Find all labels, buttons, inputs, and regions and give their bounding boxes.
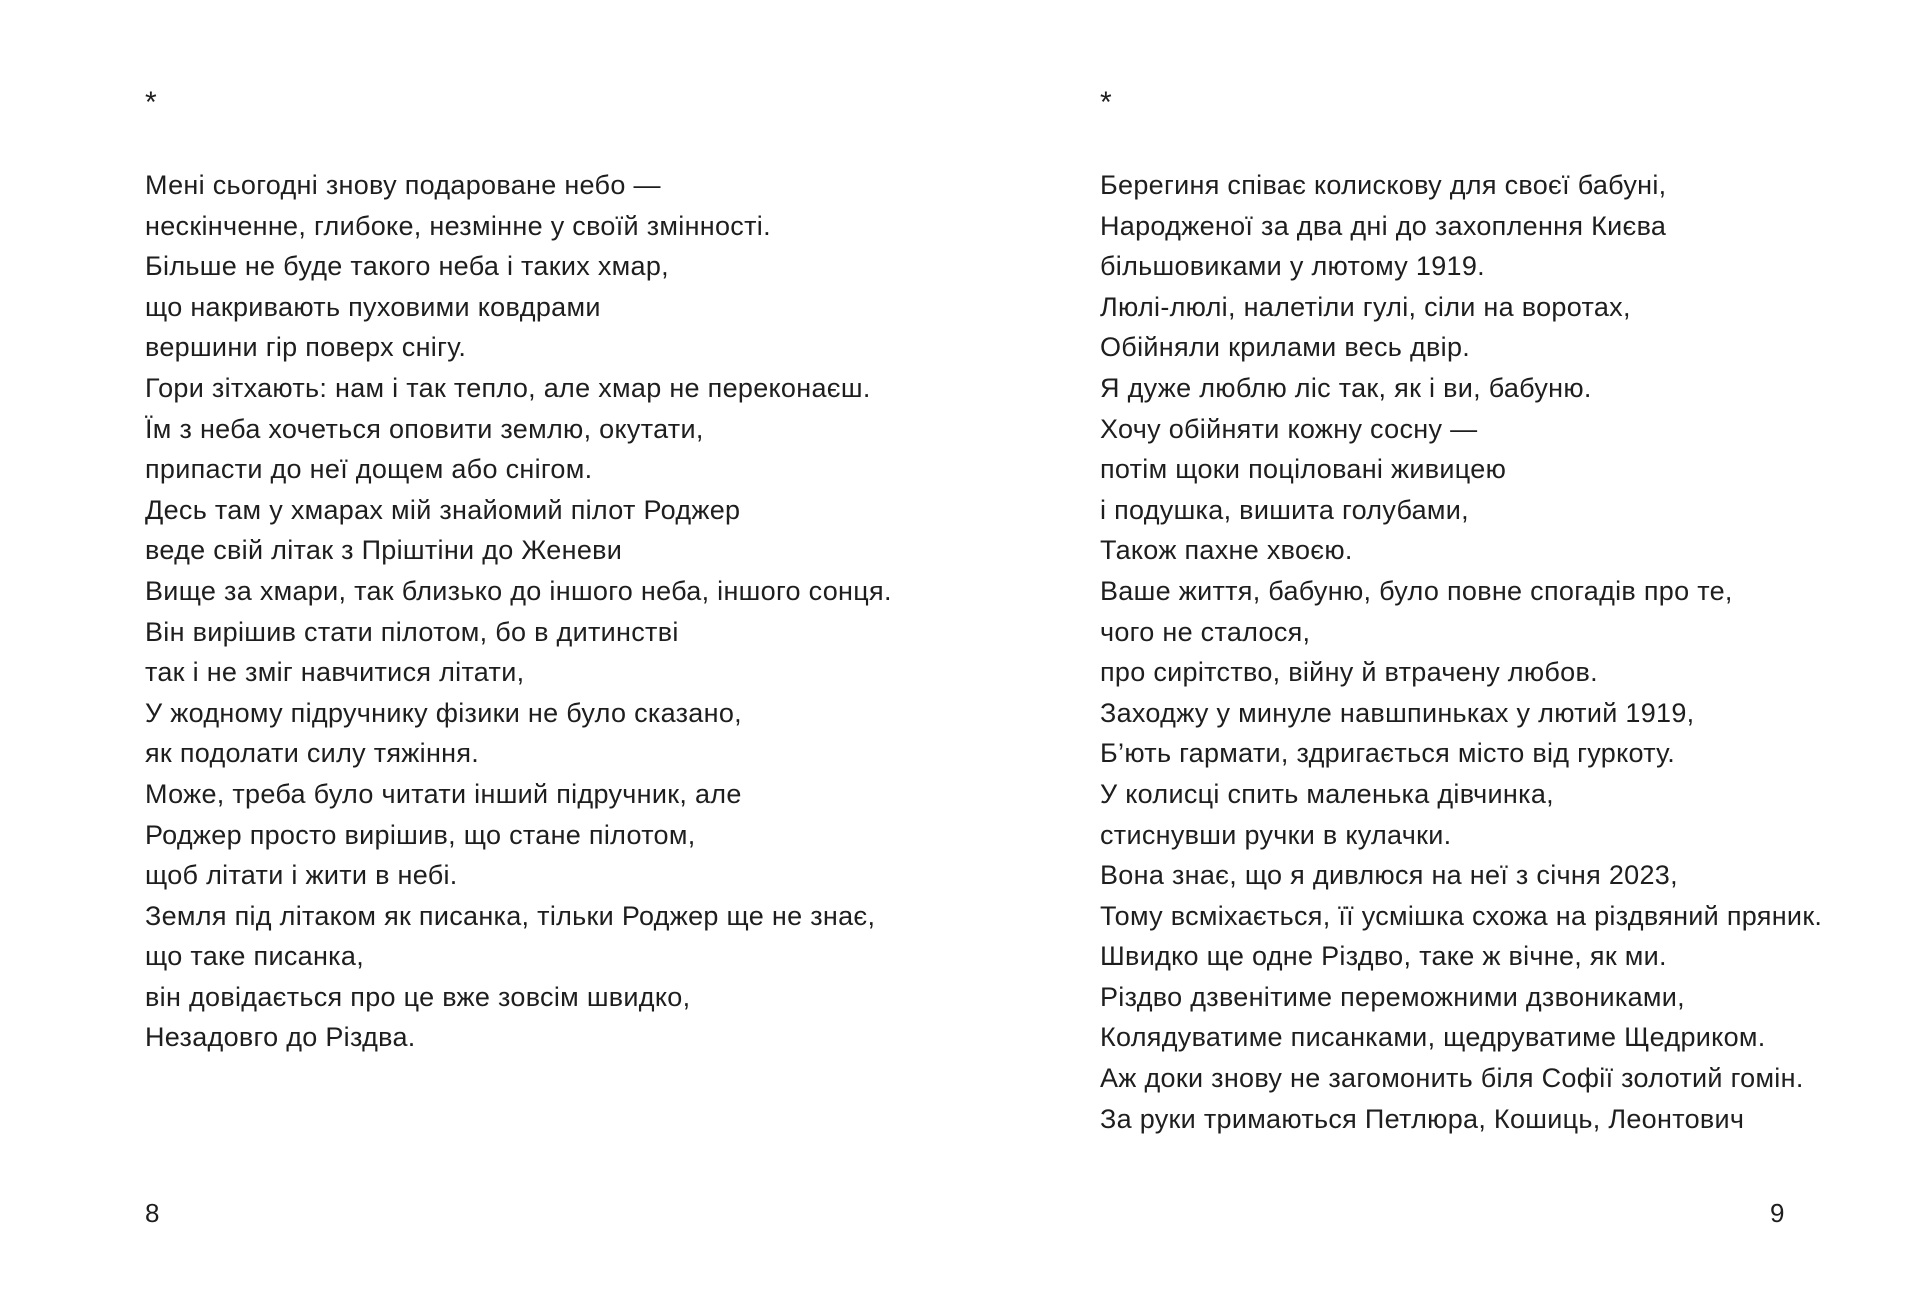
poem-line: Обійняли крилами весь двір. xyxy=(1100,332,1471,363)
poem-line: У колисці спить маленька дівчинка, xyxy=(1100,778,1554,809)
poem-line: і подушка, вишита голубами, xyxy=(1100,494,1469,525)
page-number-right: 9 xyxy=(1770,1198,1785,1228)
poem-line: Різдво дзвенітиме переможними дзвониками, xyxy=(1100,981,1685,1012)
poem-line: Народженої за два дні до захоплення Києва xyxy=(1100,210,1667,241)
poem-line: Я дуже люблю ліс так, як і ви, бабуню. xyxy=(1100,372,1592,403)
poem-line: Вона знає, що я дивлюся на неї з січня 2023, xyxy=(1100,860,1678,891)
poem-line: У жодному підручнику фізики не було сказано, xyxy=(145,697,742,728)
poem-line: Заходжу у минуле навшпиньках у лютий 1919, xyxy=(1100,697,1695,728)
poem-line: стиснувши ручки в кулачки. xyxy=(1100,819,1452,850)
left-page xyxy=(145,0,945,1303)
poem-line: Більше не буде такого неба і таких хмар, xyxy=(145,251,669,282)
poem-line: Також пахне хвоєю. xyxy=(1100,535,1353,566)
poem-line: Десь там у хмарах мій знайомий пілот Роджер xyxy=(145,494,741,525)
poem-line: Берегиня співає колискову для своєї бабуні, xyxy=(1100,170,1667,200)
poem-line: Ваше життя, бабуню, було повне спогадів про те, xyxy=(1100,575,1733,606)
poem-line: про сирітство, війну й втрачену любов. xyxy=(1100,657,1598,688)
poem-line: чого не сталося, xyxy=(1100,616,1311,647)
poem-line: Незадовго до Різдва. xyxy=(145,1022,416,1053)
poem-line: Б’ють гармати, здригається місто від гуркоту. xyxy=(1100,738,1676,769)
section-marker: * xyxy=(145,86,157,119)
poem-right xyxy=(1100,165,1880,1139)
poem-line: Вище за хмари, так близько до іншого неба, іншого сонця. xyxy=(145,575,892,606)
poem-line: Мені сьогодні знову подароване небо — xyxy=(145,170,661,200)
poem-line: Роджер просто вирішив, що стане пілотом, xyxy=(145,819,696,850)
poem-line: Люлі-люлі, налетіли гулі, сіли на воротах, xyxy=(1100,291,1631,322)
poem-line: так і не зміг навчитися літати, xyxy=(145,657,525,688)
poem-line: Гори зітхають: нам і так тепло, але хмар не переконаєш. xyxy=(145,372,871,403)
poem-line: Земля під літаком як писанка, тільки Роджер ще не знає, xyxy=(145,900,876,931)
poem-line: За руки тримаються Петлюра, Кошиць, Леонтович xyxy=(1100,1103,1745,1134)
poem-line: Може, треба було читати інший підручник, але xyxy=(145,778,742,809)
poem-left xyxy=(145,165,945,1058)
page-number-left: 8 xyxy=(145,1198,160,1228)
poem-line: як подолати силу тяжіння. xyxy=(145,738,480,769)
poem-line: Тому всміхається, її усмішка схожа на різдвяний пряник. xyxy=(1100,900,1823,931)
poem-line: вершини гір поверх снігу. xyxy=(145,332,467,363)
poem-line: Швидко ще одне Різдво, таке ж вічне, як ми. xyxy=(1100,941,1667,972)
poem-line: нескінченне, глибоке, незмінне у своїй змінності. xyxy=(145,210,771,241)
poem-line: Їм з неба хочеться оповити землю, окутати, xyxy=(145,413,704,444)
poem-line: Він вирішив стати пілотом, бо в дитинстві xyxy=(145,616,679,647)
poem-line: що накривають пуховими ковдрами xyxy=(145,291,601,322)
poem-line: припасти до неї дощем або снігом. xyxy=(145,454,593,485)
poem-line: що таке писанка, xyxy=(145,941,364,972)
poem-line: щоб літати і жити в небі. xyxy=(145,860,458,891)
poem-line: потім щоки поціловані живицею xyxy=(1100,454,1507,485)
poem-line: він довідається про це вже зовсім швидко, xyxy=(145,981,691,1012)
right-page xyxy=(1100,0,1880,1303)
section-marker: * xyxy=(1100,86,1112,119)
poem-line: більшовиками у лютому 1919. xyxy=(1100,251,1485,282)
poem-line: Аж доки знову не загомонить біля Софії золотий гомін. xyxy=(1100,1063,1804,1094)
poem-line: Колядуватиме писанками, щедруватиме Щедриком. xyxy=(1100,1022,1766,1053)
poem-line: веде свій літак з Пріштіни до Женеви xyxy=(145,535,623,566)
poem-line: Хочу обійняти кожну сосну — xyxy=(1100,413,1478,444)
